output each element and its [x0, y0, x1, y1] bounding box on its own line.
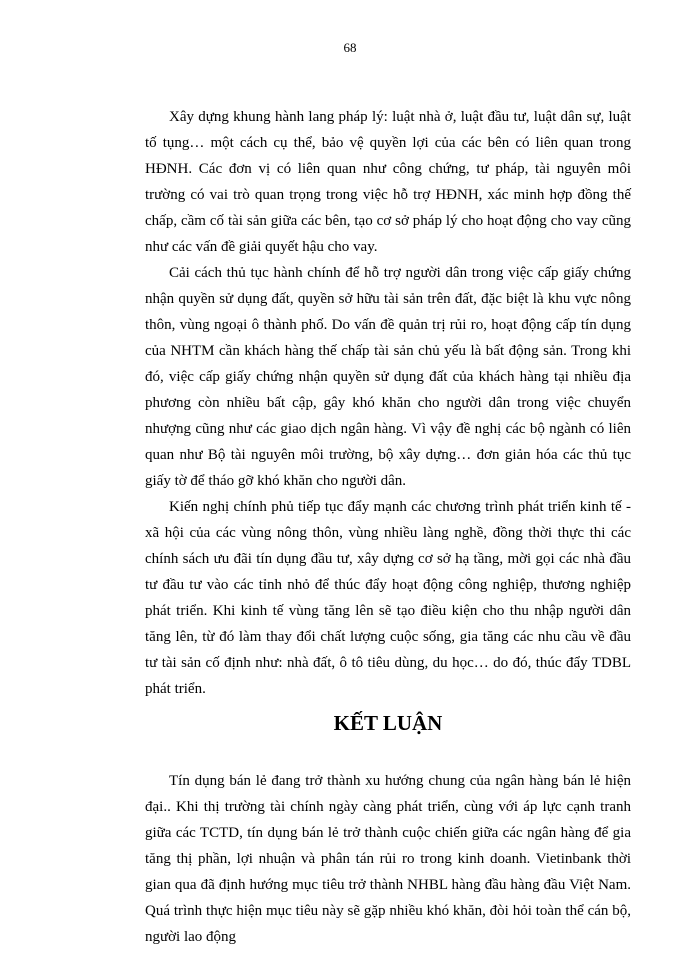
paragraph-conclusion: Tín dụng bán lẻ đang trở thành xu hướng chung của ngân hàng bán lẻ hiện đại.. Khi thị trường tài chính ngày càng phát triển, cùng với áp lực cạnh tranh giữa các TCTD, tín dụng bán lẻ trở thành cuộc chiến giữa các ngân hàng để gia tăng thị phần, lợi nhuận và phân tán rủi ro trong kinh doanh. Vietinbank thời gian qua đã định hướng mục tiêu trở thành NHBL hàng đầu hàng đầu Việt Nam. Quá trình thực hiện mục tiêu này sẽ gặp nhiều khó khăn, đòi hỏi toàn thể cán bộ, người lao động [145, 773, 631, 945]
paragraph-administrative-reform: Cải cách thủ tục hành chính để hỗ trợ người dân trong việc cấp giấy chứng nhận quyền sử dụng đất, quyền sở hữu tài sản trên đất, đặc biệt là khu vực nông thôn, vùng ngoại ô thành phố. Do vấn đề quản trị rủi ro, hoạt động cấp tín dụng của NHTM cần khách hàng thế chấp tài sản chủ yếu là bất động sản. Trong khi đó, việc cấp giấy chứng nhận quyền sử dụng đất của khách hàng tại nhiều địa phương còn nhiều bất cập, gây khó khăn cho người dân trong việc chuyển nhượng cũng như các giao dịch ngân hàng. Vì vậy đề nghị các bộ ngành có liên quan như Bộ tài nguyên môi trường, bộ xây dựng… đơn giản hóa các thủ tục giấy tờ để tháo gỡ khó khăn cho người dân. [145, 265, 631, 489]
paragraph-legal-framework: Xây dựng khung hành lang pháp lý: luật nhà ở, luật đầu tư, luật dân sự, luật tố tụng… một cách cụ thể, bảo vệ quyền lợi của các bên có liên quan trong HĐNH. Các đơn vị có liên quan như công chứng, tư pháp, tài nguyên môi trường có vai trò quan trọng trong việc hỗ trợ HĐNH, xác minh hợp đồng thế chấp, cầm cố tài sản giữa các bên, tạo cơ sở pháp lý cho hoạt động cho vay cũng như các vấn đề giải quyết hậu cho vay. [145, 109, 631, 255]
paragraph-government-recommendation: Kiến nghị chính phủ tiếp tục đẩy mạnh các chương trình phát triển kinh tế - xã hội của các vùng nông thôn, vùng nhiều làng nghề, đồng thời thực thi các chính sách ưu đãi tín dụng đầu tư, xây dựng cơ sở hạ tầng, mời gọi các nhà đầu tư đầu tư vào các tỉnh nhỏ để thúc đẩy hoạt động công nghiệp, thương nghiệp phát triển. Khi kinh tế vùng tăng lên sẽ tạo điều kiện cho thu nhập người dân tăng lên, từ đó làm thay đổi chất lượng cuộc sống, gia tăng các nhu cầu về đầu tư tài sản cố định như: nhà đất, ô tô tiêu dùng, du học… do đó, thúc đẩy TDBL phát triển. [145, 499, 631, 697]
document-body [145, 104, 631, 950]
page-number: 68 [343, 40, 357, 55]
conclusion-heading: KẾT LUẬN [333, 711, 443, 735]
